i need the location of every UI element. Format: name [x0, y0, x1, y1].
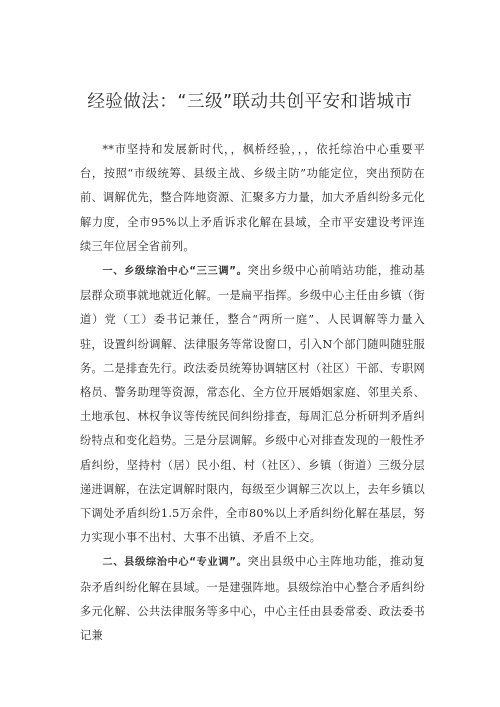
document-body — [80, 138, 425, 648]
section-two-heading: 二、县级综治中心“专业调”。 — [102, 557, 248, 569]
section-two-text: 突出县级中心主阵地功能，推动复杂矛盾纠纷化解在县域。一是建强阵地。县级综治中心整合矛盾纠纷多元化解、公共法律服务等多中心，中心主任由县委常委、政法委书记兼 — [80, 555, 425, 643]
section-one-heading: 一、乡级综治中心“三三调”。 — [102, 266, 248, 278]
section-two-paragraph — [80, 550, 425, 648]
section-one-paragraph — [80, 259, 425, 550]
document-title: 经验做法：“三级”联动共创平安和谐城市 — [87, 92, 413, 112]
intro-paragraph-text: **市坚持和发展新时代，，枫桥经验，，，依托综治中心重要平台，按照“市级统筹、县级主战、乡级主防”功能定位，突出预防在前、调解优先，整合阵地资源、汇聚多方力量，加大矛盾纠纷多元化解力度，全市95%以上矛盾诉求化解在县域，全市平安建设考评连续三年位居全省前列。 — [80, 143, 425, 253]
section-one-text: 突出乡级中心前哨站功能，推动基层群众琐事就地就近化解。一是扁平指挥。乡级中心主任由乡镇（街道）党（工）委书记兼任，整合“两所一庭”、人民调解等力量入驻，设置纠纷调解、法律服务等常设窗口，引入N个部门随叫随驻服务。二是排查先行。政法委员统筹协调辖区村（社区）干部、专职网格员、警务助理等资源，常态化、全方位开展婚姻家庭、邻里关系、土地承包、林权争议等传统民间纠纷排查，每周汇总分析研判矛盾纠纷特点和变化趋势。三是分层调解。乡级中心对排查发现的一般性矛盾纠纷，坚持村（居）民小组、村（社区）、乡镇（街道）三级分层递进调解，在法定调解时限内，每级至少调解三次以上，去年乡镇以下调处矛盾纠纷1.5万余件，全市80%以上矛盾纠纷化解在基层，努力实现小事不出村、大事不出镇、矛盾不上交。 — [80, 264, 425, 545]
intro-paragraph — [80, 138, 425, 259]
